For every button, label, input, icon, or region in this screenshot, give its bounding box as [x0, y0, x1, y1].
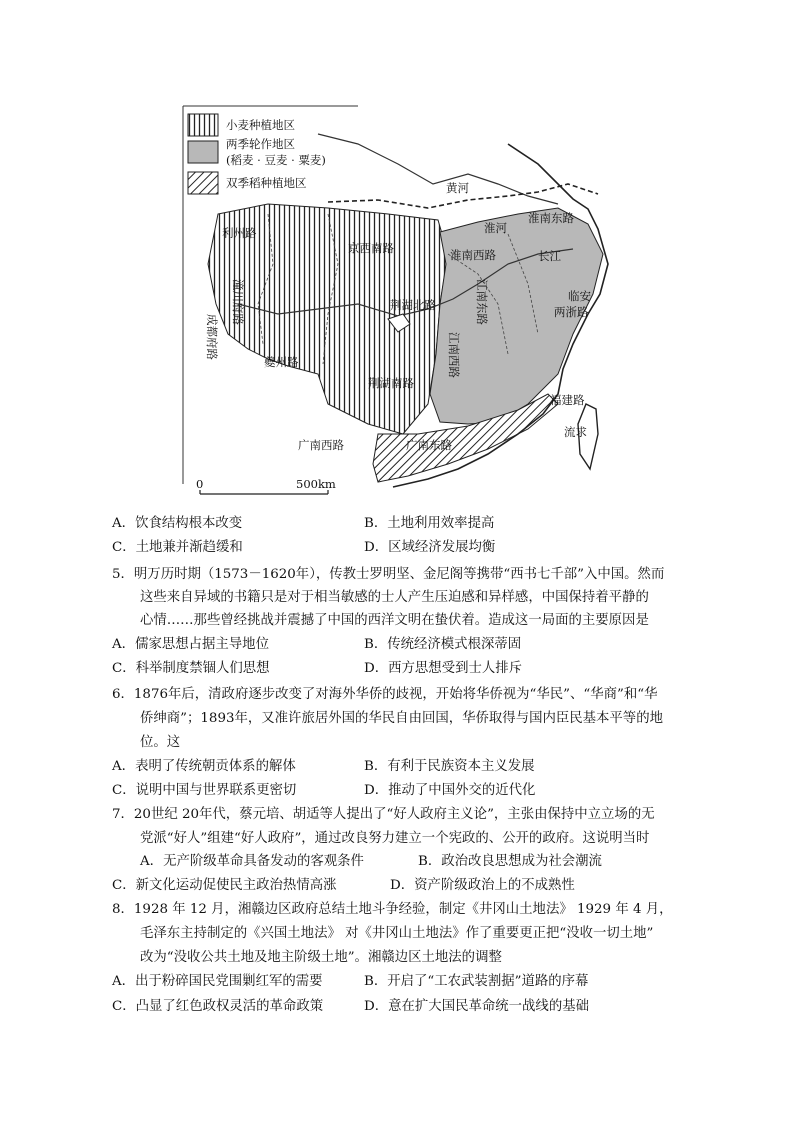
label-kuizhou: 夔州路	[264, 355, 299, 369]
option-letter: B．	[364, 516, 388, 531]
option-text: 出于粉碎国民党围剿红军的需要	[135, 974, 323, 989]
option-text: 儒家思想占据主导地位	[135, 637, 269, 652]
option-letter: A．	[112, 516, 136, 531]
label-jinghu-south: 荆湖南路	[368, 376, 414, 390]
option-text: 土地利用效率提高	[387, 516, 495, 531]
q7-stem-line-2: 党派“好人”组建“好人政府”，通过改良努力建立一个宪政的、公开的政府。这说明当时	[140, 831, 650, 846]
option-text: 开启了“工农武装割据”道路的序幕	[387, 974, 589, 989]
label-huainan-west: 淮南西路	[450, 248, 496, 262]
scale-zero: 0	[196, 477, 204, 491]
legend-rotation-sub: (稻麦 · 豆麦 · 粟麦)	[226, 153, 326, 167]
q6-option-a	[112, 755, 296, 779]
option-letter: B．	[364, 974, 388, 989]
option-letter: B．	[418, 854, 442, 869]
q8-stem-line-2: 毛泽东主持制定的《兴国土地法》 对《井冈山土地法》作了重要更正把“没收一切土地”	[140, 926, 654, 941]
q7-option-d	[390, 874, 575, 898]
option-letter: C．	[112, 878, 136, 893]
label-huanghe: 黄河	[446, 181, 469, 195]
label-guangnan-east: 广南东路	[406, 438, 452, 452]
q6-stem-line-2: 侨绅商”；1893年，又准许旅居外国的华民自由回国，华侨取得与国内臣民基本平等的地	[140, 711, 663, 726]
label-liuqiu: 流求	[564, 425, 587, 439]
q4-option-c	[112, 536, 243, 560]
label-chengdu: 成都府路	[205, 314, 219, 360]
option-text: 区域经济发展均衡	[388, 540, 496, 555]
option-letter: D．	[390, 878, 415, 893]
label-guangnan-west: 广南西路	[298, 438, 344, 452]
legend-rice: 双季稻种植地区	[226, 176, 307, 190]
q7-option-a	[140, 850, 364, 874]
q6-stem-line-1: 6．1876年后，清政府逐步改变了对海外华侨的歧视，开始将华侨视为“华民”、“华商”和“华	[112, 687, 658, 702]
option-text: 资产阶级政治上的不成熟性	[414, 878, 575, 893]
q4-option-b	[364, 512, 494, 536]
label-huainan-east: 淮南东路	[528, 211, 574, 225]
q5-stem-line-1: 5．明万历时期（1573－1620年），传教士罗明坚、金尼阁等携带“西书七千部”入中国。然而	[112, 567, 665, 582]
q7-option-b	[418, 850, 602, 874]
option-letter: B．	[364, 759, 388, 774]
q5-stem-line-2: 这些来自异域的书籍只是对于相当敏感的士人产生压迫感和异样感，中国保持着平静的	[140, 590, 649, 605]
q8-stem-line-1: 8．1928 年 12 月，湘赣边区政府总结土地斗争经验，制定《井冈山土地法》 1929 年 4 月，	[112, 902, 673, 917]
option-text: 表明了传统朝贡体系的解体	[135, 759, 296, 774]
q6-option-c	[112, 779, 296, 803]
crop-distribution-map	[178, 104, 618, 500]
q5-stem-line-3: 心情……那些曾经挑战并震撼了中国的西洋文明在蛰伏着。造成这一局面的主要原因是	[140, 613, 649, 628]
q8-option-a	[112, 970, 323, 994]
q8-option-c	[112, 995, 323, 1019]
option-text: 西方思想受到士人排斥	[388, 661, 523, 676]
scale-500km: 500km	[296, 477, 336, 491]
label-lizhou: 利州路	[222, 226, 257, 240]
option-text: 科举制度禁锢人们思想	[135, 661, 270, 676]
q5-option-a	[112, 633, 269, 657]
q7-option-c	[112, 874, 337, 898]
option-letter: C．	[112, 783, 136, 798]
q4-option-a	[112, 512, 242, 536]
option-letter: C．	[112, 540, 136, 555]
label-tongchuan: 潼川府路	[231, 279, 245, 325]
label-jingxi-south: 京西南路	[348, 241, 394, 255]
q7-stem-line-1: 7．20世纪 20年代，蔡元培、胡适等人提出了“好人政府主义论”，主张由保持中立立场的无	[112, 807, 655, 822]
q8-option-d	[364, 995, 589, 1019]
option-text: 政治改良思想成为社会潮流	[441, 854, 602, 869]
option-text: 土地兼并渐趋缓和	[135, 540, 243, 555]
option-letter: D．	[364, 999, 389, 1014]
option-letter: B．	[364, 637, 388, 652]
option-letter: C．	[112, 661, 136, 676]
option-text: 传统经济模式根深蒂固	[387, 637, 522, 652]
option-text: 新文化运动促使民主政治热情高涨	[135, 878, 337, 893]
legend-wheat: 小麦种植地区	[226, 118, 295, 132]
option-text: 凸显了红色政权灵活的革命政策	[135, 999, 324, 1014]
label-jiangnan-east: 江南东路	[475, 279, 489, 325]
label-fujian: 福建路	[550, 393, 585, 407]
option-letter: C．	[112, 999, 136, 1014]
option-letter: D．	[364, 540, 389, 555]
q6-option-b	[364, 755, 535, 779]
q8-option-b	[364, 970, 588, 994]
option-text: 饮食结构根本改变	[135, 516, 243, 531]
label-jiangnan-west: 江南西路	[447, 332, 461, 378]
option-letter: A．	[140, 854, 164, 869]
q5-option-b	[364, 633, 521, 657]
q4-option-d	[364, 536, 495, 560]
option-letter: D．	[364, 661, 389, 676]
option-text: 有利于民族资本主义发展	[387, 759, 535, 774]
label-jinghu-north: 荆湖北路	[390, 298, 436, 312]
option-letter: A．	[112, 974, 136, 989]
label-linan: 临安	[568, 289, 591, 303]
option-letter: A．	[112, 637, 136, 652]
legend-rotation: 两季轮作地区	[226, 137, 295, 151]
label-liangzhe-west: 两浙路	[554, 305, 589, 319]
option-text: 无产阶级革命具备发动的客观条件	[163, 854, 364, 869]
option-letter: A．	[112, 759, 136, 774]
q8-stem-line-3: 改为“没收公共土地及地主阶级土地”。湘赣边区土地法的调整	[140, 950, 502, 965]
option-letter: D．	[364, 783, 389, 798]
option-text: 意在扩大国民革命统一战线的基础	[388, 999, 589, 1014]
option-text: 推动了中国外交的近代化	[388, 783, 536, 798]
option-text: 说明中国与世界联系更密切	[135, 783, 297, 798]
label-changjiang: 长江	[538, 249, 561, 263]
q5-option-d	[364, 657, 522, 681]
label-huaihe: 淮河	[484, 221, 507, 235]
q6-option-d	[364, 779, 535, 803]
q6-stem-line-3: 位。这	[140, 735, 181, 750]
q5-option-c	[112, 657, 270, 681]
